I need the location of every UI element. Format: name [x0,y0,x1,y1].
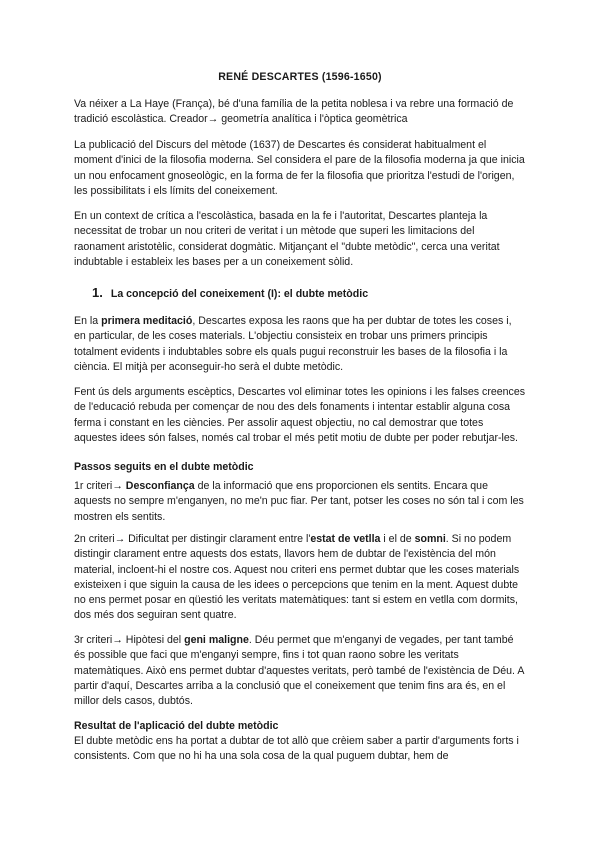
section-number: 1. [92,285,103,300]
section1-paragraph-2: Fent ús dels arguments escèptics, Descartes vol eliminar totes les opinions i les falses creences de l'educació rebuda per començar de nou des dels fonaments i intentar establir alguna cosa ferma i constant en les ciències. Per assolir aquest objectiu, no cal demostrar que totes aquestes idees són falses, només cal trobar el més petit motiu de dubte per poder rebutjar-les. [74,386,526,444]
section-title: La concepció del coneixement (I): el dubte metòdic [110,288,369,300]
intro-paragraph-2: La publicació del Discurs del mètode (1637) de Descartes és considerat habitualment el moment d'inici de la filosofia moderna. Sel considera el pare de la filosofia moderna ja que inicia un nou enfocament gnoseològic, en la forma de fer la filosofia que prioritza l'estudi de l'origen, les possibilitats i els límits del coneixement. [74,139,525,197]
steps-heading: Passos seguits en el dubte metòdic [74,461,254,473]
document-title: RENÉ DESCARTES (1596-1650) [218,71,382,83]
highlight-geni-maligne: geni maligne [184,634,249,646]
criterion-3: 3r criteri→ Hipòtesi del geni maligne. Déu permet que m'enganyi de vegades, per tant també és possible que faci que m'enganyi sempre, fins i tot quan raono sobre les veritats matemàtiques. Això ens permet dubtar d'aquestes veritats, però també de l'existència de Déu. A partir d'aquí, Descartes arriba a la conclusió que el coneixement que tenim fins ara és, en el millor dels casos, dubtós. [74,634,524,708]
section1-paragraph-1: En la primera meditació, Descartes exposa les raons que ha per dubtar de totes les coses i, en particular, de les coses materials. L'objectiu consisteix en trobar uns primers principis totalment evidents i indubtables sobre els quals pugui reconstruir les bases de la filosofia i la ciència. El mitjà per aconseguir-ho serà el dubte metòdic. [74,315,512,373]
highlight-somni: somni [414,533,446,545]
criterion-1: 1r criteri→ Desconfiança de la informació que ens proporcionen els sentits. Encara que aquests no sempre m'enganyen, no me'n puc fiar. Per tant, potser les coses no són tal i com les mostren els sentits. [74,480,524,523]
highlight-primera-meditacio: primera meditació [101,315,193,327]
highlight-estat-de-vetlla: estat de vetlla [310,533,381,545]
criterion-2: 2n criteri→ Dificultat per distingir clarament entre l'estat de vetlla i el de somni. Si no podem distingir clarament entre aquests dos estats, llavors hem de dubtar de l'existència del món material, incloent-hi el nostre cos. Aquest nou criteri ens permet dubtar que les coses materials existeixen i que siguin la causa de les idees o percepcions que tenim en la ment. Aquest dubte no ens permet posar en qüestió les veritats matemàtiques: tant si estem en vetlla com dormits, dos més dos seguiran sent quatre. [74,533,520,622]
highlight-desconfianca: Desconfiança [125,480,195,492]
section-heading-1 [92,285,532,300]
intro-paragraph-1: Va néixer a La Haye (França), bé d'una família de la petita noblesa i va rebre una formació de tradició escolàstica. Creador→ geometría analítica i l'òptica geomètrica [74,98,514,126]
result-paragraph: El dubte metòdic ens ha portat a dubtar de tot allò que crèiem saber a partir d'arguments forts i consistents. Com que no hi ha una sola cosa de la qual puguem dubtar, hem de [74,735,519,763]
result-heading: Resultat de l'aplicació del dubte metòdic [74,720,279,732]
intro-paragraph-3: En un context de crítica a l'escolàstica, basada en la fe i l'autoritat, Descartes planteja la necessitat de trobar un nou criteri de veritat i un mètode que superi les limitacions del raonament aristotèlic, considerat dogmàtic. Mitjançant el "dubte metòdic", cerca una veritat indubtable i estableix les bases per a un coneixement sòlid. [74,210,500,268]
